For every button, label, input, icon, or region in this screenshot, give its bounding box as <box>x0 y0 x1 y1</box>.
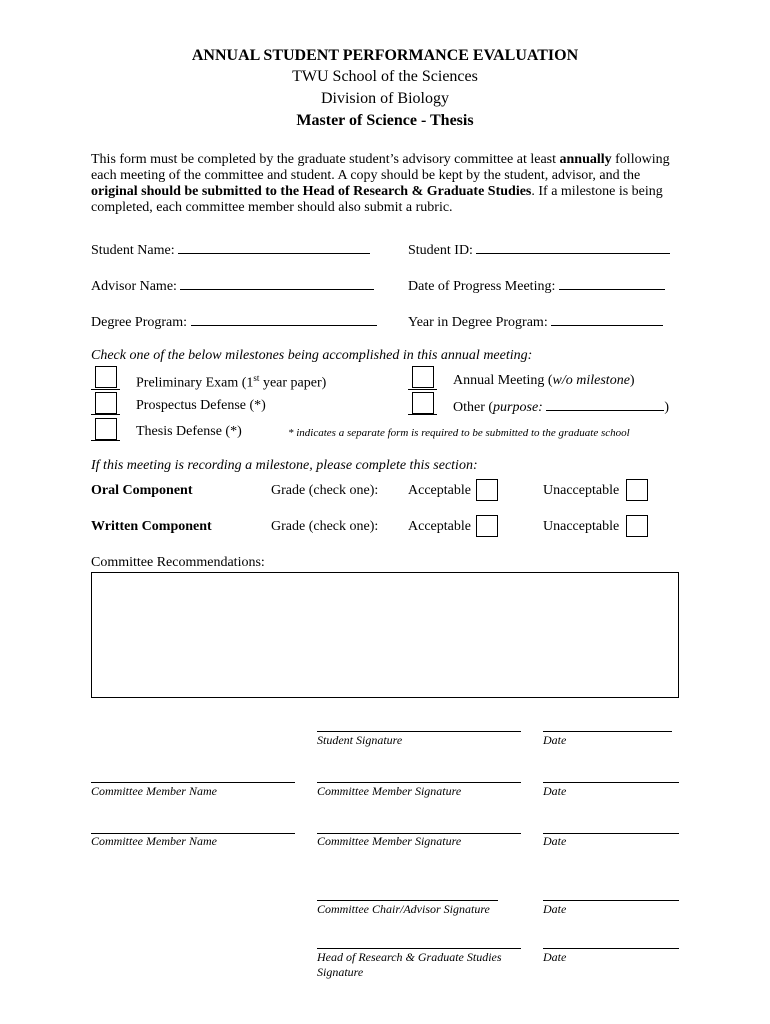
member2-date-caption: Date <box>543 834 567 848</box>
written-unacceptable-label: Unacceptable <box>543 519 620 534</box>
year-in-program-line[interactable] <box>551 313 663 326</box>
head-signature-caption: Head of Research & Graduate Studies Signature <box>317 950 502 979</box>
milestone-instruction: Check one of the below milestones being accomplished in this annual meeting: <box>91 348 533 363</box>
member1-name-caption: Committee Member Name <box>91 784 217 798</box>
oral-unacceptable-label: Unacceptable <box>543 483 620 498</box>
school-name: TWU School of the Sciences <box>292 68 478 85</box>
student-date-line[interactable] <box>543 731 672 732</box>
other-purpose-line[interactable] <box>546 398 664 411</box>
student-signature-line[interactable] <box>317 731 521 732</box>
annual-meeting-checkbox[interactable] <box>412 366 434 388</box>
advisor-name-line[interactable] <box>180 277 374 290</box>
student-name-line[interactable] <box>178 241 370 254</box>
meeting-date-field: Date of Progress Meeting: <box>408 277 665 295</box>
chair-signature-line[interactable] <box>317 900 498 901</box>
division-name: Division of Biology <box>320 90 449 107</box>
oral-acceptable-checkbox[interactable] <box>476 479 498 501</box>
written-acceptable-label: Acceptable <box>408 519 471 534</box>
checkbox-underline <box>91 389 120 390</box>
student-id-field: Student ID: <box>408 241 670 259</box>
oral-unacceptable-checkbox[interactable] <box>626 479 648 501</box>
head-signature-line[interactable] <box>317 948 521 949</box>
year-in-program-field: Year in Degree Program: <box>408 313 663 331</box>
member1-name-line[interactable] <box>91 782 295 783</box>
recommendations-textarea[interactable] <box>91 572 679 698</box>
checkbox-underline <box>91 440 120 441</box>
recommendations-label: Committee Recommendations: <box>91 555 265 570</box>
chair-date-caption: Date <box>543 902 567 916</box>
advisor-name-field: Advisor Name: <box>91 277 374 295</box>
member1-signature-caption: Committee Member Signature <box>317 784 462 798</box>
written-unacceptable-checkbox[interactable] <box>626 515 648 537</box>
intro-paragraph: This form must be completed by the graduate student’s advisory committee at least annually following each meeting of the committee and student. A copy should be kept by the student, advisor, and the original should be submitted to the Head of Research & Graduate Studies. If a milestone is being completed, each committee member should also submit a rubric. <box>91 152 670 215</box>
oral-component-label: Oral Component <box>91 483 193 498</box>
written-grade-label: Grade (check one): <box>271 519 379 534</box>
head-date-line[interactable] <box>543 948 679 949</box>
program-name: Master of Science - Thesis <box>296 112 474 129</box>
written-component-label: Written Component <box>91 519 212 534</box>
student-name-field: Student Name: <box>91 241 370 259</box>
preliminary-exam-label: Preliminary Exam (1st year paper) <box>136 373 327 391</box>
degree-program-line[interactable] <box>191 313 377 326</box>
member1-signature-line[interactable] <box>317 782 521 783</box>
member1-date-line[interactable] <box>543 782 679 783</box>
chair-signature-caption: Committee Chair/Advisor Signature <box>317 902 490 916</box>
oral-grade-label: Grade (check one): <box>271 483 379 498</box>
student-date-caption: Date <box>543 733 567 747</box>
component-instruction: If this meeting is recording a milestone, please complete this section: <box>91 458 478 473</box>
oral-acceptable-label: Acceptable <box>408 483 471 498</box>
other-checkbox[interactable] <box>412 392 434 414</box>
degree-program-field: Degree Program: <box>91 313 377 331</box>
written-acceptable-checkbox[interactable] <box>476 515 498 537</box>
other-label: Other (purpose: ) <box>453 400 669 415</box>
preliminary-exam-checkbox[interactable] <box>95 366 117 388</box>
head-date-caption: Date <box>543 950 567 964</box>
student-signature-caption: Student Signature <box>317 733 403 747</box>
chair-date-line[interactable] <box>543 900 679 901</box>
thesis-defense-checkbox[interactable] <box>95 418 117 440</box>
checkbox-underline <box>408 414 437 415</box>
separate-form-note: * indicates a separate form is required to be submitted to the graduate school <box>288 427 630 439</box>
member2-name-caption: Committee Member Name <box>91 834 217 848</box>
checkbox-underline <box>91 414 120 415</box>
prospectus-defense-checkbox[interactable] <box>95 392 117 414</box>
thesis-defense-label: Thesis Defense (*) <box>136 424 242 439</box>
prospectus-defense-label: Prospectus Defense (*) <box>136 398 266 413</box>
meeting-date-line[interactable] <box>559 277 665 290</box>
form-title: ANNUAL STUDENT PERFORMANCE EVALUATION <box>191 47 579 64</box>
member2-signature-caption: Committee Member Signature <box>317 834 462 848</box>
member1-date-caption: Date <box>543 784 567 798</box>
student-id-line[interactable] <box>476 241 670 254</box>
checkbox-underline <box>408 389 437 390</box>
annual-meeting-label: Annual Meeting (w/o milestone) <box>453 373 635 388</box>
